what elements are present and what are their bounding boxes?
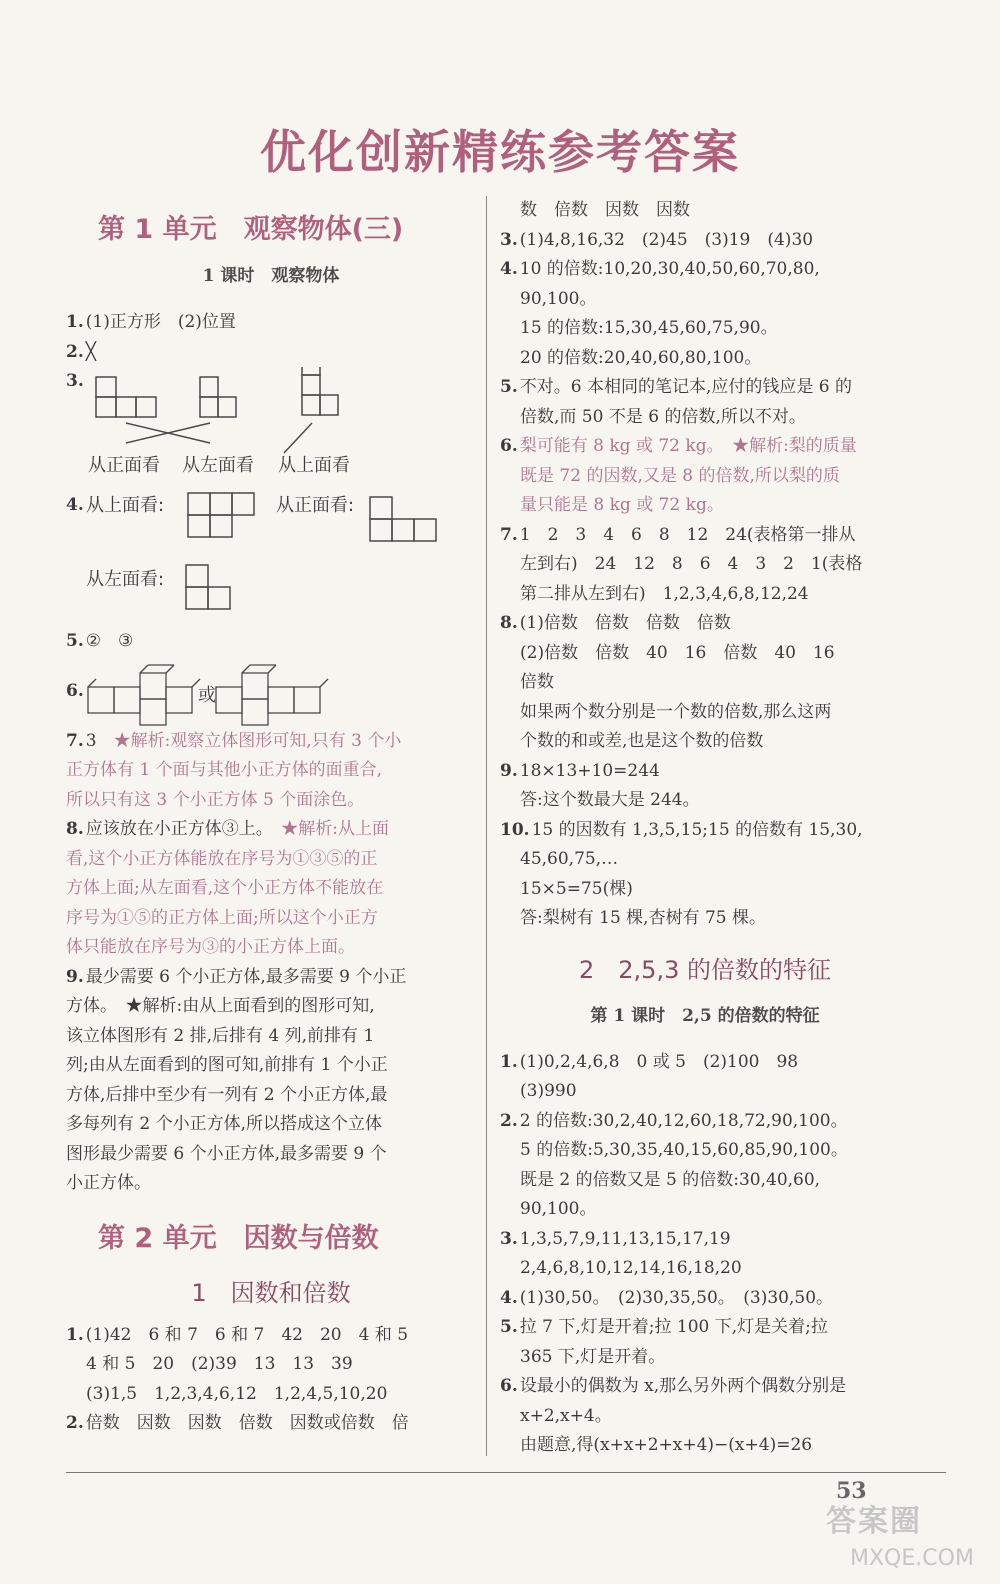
q4-label-left: 从左面看: (86, 569, 165, 590)
page-number: 53 (836, 1478, 867, 1504)
s2-q2-line: 5 的倍数:5,30,35,40,15,60,85,90,100。 (520, 1140, 848, 1160)
u2-q4-line: 15 的倍数:15,30,45,60,75,90。 (520, 318, 778, 338)
q9-line: 多每列有 2 个小正方体,所以搭成这个立体 (66, 1114, 383, 1134)
u2-q2: 2. 倍数 因数 因数 倍数 因数或倍数 倍 (66, 1413, 409, 1433)
q3-label-top: 从上面看 (278, 455, 350, 476)
q8-line: 序号为①⑤的正方体上面;所以这个小正方 (66, 907, 378, 928)
u2-q3: 3. (1)4,8,16,32 (2)45 (3)19 (4)30 (500, 229, 814, 250)
lesson1-heading: 1 课时 观察物体 (202, 266, 340, 286)
q6-figure: 6. 或 (66, 657, 476, 727)
u2-q1: 1. (1)42 6 和 7 6 和 7 42 20 4 和 5 (66, 1324, 409, 1345)
s2-q2-line: 既是 2 的倍数又是 5 的倍数:30,40,60, (520, 1169, 821, 1190)
q9-line: 方体。 ★解析:由从上面看到的图形可知, (66, 996, 375, 1016)
left-column (66, 196, 476, 1439)
u2-q8-line: 倍数 (520, 672, 554, 692)
q8-line: 方体上面;从左面看,这个小正方体不能放在 (66, 878, 384, 898)
s2-q2: 2. 2 的倍数:30,2,40,12,60,18,72,90,100。 (500, 1110, 848, 1131)
s2-q5: 5. 拉 7 下,灯是开着;拉 100 下,灯是关着;拉 (500, 1317, 828, 1337)
u2-q5: 5. 不对。6 本相同的笔记本,应付的钱应是 6 的 (500, 377, 852, 397)
u2-q4-line: 20 的倍数:20,40,60,80,100。 (520, 347, 762, 368)
u2-q8-line: 个数的和或差,也是这个数的倍数 (520, 731, 764, 751)
q9-line: 图形最少需要 6 个小正方体,最多需要 9 个 (66, 1143, 387, 1164)
u2-q9: 9. 18×13+10=244 (500, 760, 660, 781)
s2-q5-line: 365 下,灯是开着。 (520, 1346, 666, 1367)
s2-q1: 1. (1)0,2,4,6,8 0 或 5 (2)100 98 (500, 1051, 799, 1072)
section1-heading: 1 因数和倍数 (191, 1278, 351, 1307)
s2-q4: 4. (1)30,50。 (2)30,35,50。 (3)30,50。 (500, 1287, 834, 1308)
u2-q8-line: 如果两个数分别是一个数的倍数,那么这两 (520, 701, 832, 722)
q9-line: 列;由从左面看到的图可知,前排有 1 个小正 (66, 1055, 388, 1075)
lesson2-heading: 第 1 课时 2,5 的倍数的特征 (590, 1005, 820, 1026)
u2-q2-cont: 数 倍数 因数 因数 (520, 200, 690, 220)
u2-q6: 6. 梨可能有 8 kg 或 72 kg。 ★解析:梨的质量 (500, 436, 857, 456)
q8: 8. 应该放在小正方体③上。 ★解析:从上面 (66, 819, 389, 839)
u2-q8-line: (2)倍数 倍数 40 16 倍数 40 16 (520, 642, 835, 663)
s2-q1-line: (3)990 (520, 1081, 577, 1101)
u2-q10-line: 15×5=75(棵) (520, 878, 633, 899)
u2-q1-line: (3)1,5 1,2,3,4,6,12 1,2,4,5,10,20 (86, 1383, 388, 1404)
q5: 5. ② ③ (66, 631, 134, 651)
q3-figure: 3. 从正面看 从左面看 从上面看 (66, 367, 476, 487)
watermark-logo: 答案圈 (826, 1504, 922, 1539)
u2-q8: 8. (1)倍数 倍数 倍数 倍数 (500, 613, 731, 633)
q2: 2. ╳ (66, 341, 96, 362)
u2-q10-line: 45,60,75,… (520, 849, 619, 869)
unit2-heading: 第 2 单元 因数与倍数 (98, 1222, 379, 1254)
u2-q4: 4. 10 的倍数:10,20,30,40,50,60,70,80, (500, 259, 820, 279)
u2-q7-line: 左到右) 24 12 8 6 4 3 2 1(表格 (520, 554, 863, 574)
u2-q5-line: 倍数,而 50 不是 6 的倍数,所以不对。 (520, 406, 806, 427)
u2-q6-line: 量只能是 8 kg 或 72 kg。 (520, 495, 724, 515)
s2-q2-line: 90,100。 (520, 1199, 597, 1219)
u2-q10-line: 答:梨树有 15 棵,杏树有 75 棵。 (520, 908, 767, 928)
q4-figure: 4. 从上面看: 从正面看: 从左面看: (66, 487, 476, 627)
s2-q6: 6. 设最小的偶数为 x,那么另外两个偶数分别是 (500, 1376, 847, 1396)
u2-q6-line: 既是 72 的因数,又是 8 的倍数,所以梨的质 (520, 465, 840, 486)
u2-q9-line: 答:这个数最大是 244。 (520, 790, 700, 810)
q6-cubes-svg (66, 657, 476, 727)
right-column (500, 196, 910, 1461)
s2-q3: 3. 1,3,5,7,9,11,13,15,17,19 (500, 1228, 731, 1249)
q3-label-front: 从正面看 (88, 455, 160, 476)
q7-line: 正方体有 1 个面与其他小正方体的面重合, (66, 760, 383, 780)
u2-q4-line: 90,100。 (520, 288, 597, 309)
u2-q10: 10. 15 的因数有 1,3,5,15;15 的倍数有 15,30, (500, 819, 863, 840)
footer-rule (66, 1472, 946, 1473)
q7-line: 所以只有这 3 个小正方体 5 个面涂色。 (66, 789, 365, 810)
q3-label-left: 从左面看 (182, 455, 254, 476)
unit1-heading: 第 1 单元 观察物体(三) (98, 214, 404, 245)
page-title: 优化创新精练参考答案 (260, 125, 740, 179)
s2-q6-line: 由题意,得(x+x+2+x+4)−(x+4)=26 (520, 1435, 813, 1455)
q8-line: 看,这个小正方体能放在序号为①③⑤的正 (66, 848, 378, 869)
u2-q7: 7. 1 2 3 4 6 8 12 24(表格第一排从 (500, 524, 856, 545)
s2-q6-line: x+2,x+4。 (520, 1405, 612, 1426)
s2-q3-line: 2,4,6,8,10,12,14,16,18,20 (520, 1258, 742, 1278)
section2-heading: 2 2,5,3 的倍数的特征 (579, 955, 831, 984)
q1: 1. (1)正方形 (2)位置 (66, 312, 236, 332)
u2-q7-line: 第二排从左到右) 1,2,3,4,6,8,12,24 (520, 583, 809, 604)
column-divider (486, 196, 487, 1456)
watermark-url: MXQE.COM (850, 1546, 974, 1571)
q6-or-label: 或 (198, 684, 216, 706)
u2-q1-line: 4 和 5 20 (2)39 13 13 39 (86, 1354, 353, 1374)
q9-line: 小正方体。 (66, 1173, 151, 1193)
q4-label-top: 从上面看: (86, 495, 165, 516)
q4-label-front: 从正面看: (276, 495, 355, 516)
q8-line: 体只能放在序号为③的小正方体上面。 (66, 937, 355, 957)
q9-line: 该立体图形有 2 排,后排有 4 列,前排有 1 (66, 1025, 375, 1046)
q9-line: 方体,后排中至少有一列有 2 个小正方体,最 (66, 1084, 388, 1105)
q9: 9. 最少需要 6 个小正方体,最多需要 9 个小正 (66, 966, 407, 987)
q7: 7. 3 ★解析:观察立体图形可知,只有 3 个小 (66, 730, 402, 751)
